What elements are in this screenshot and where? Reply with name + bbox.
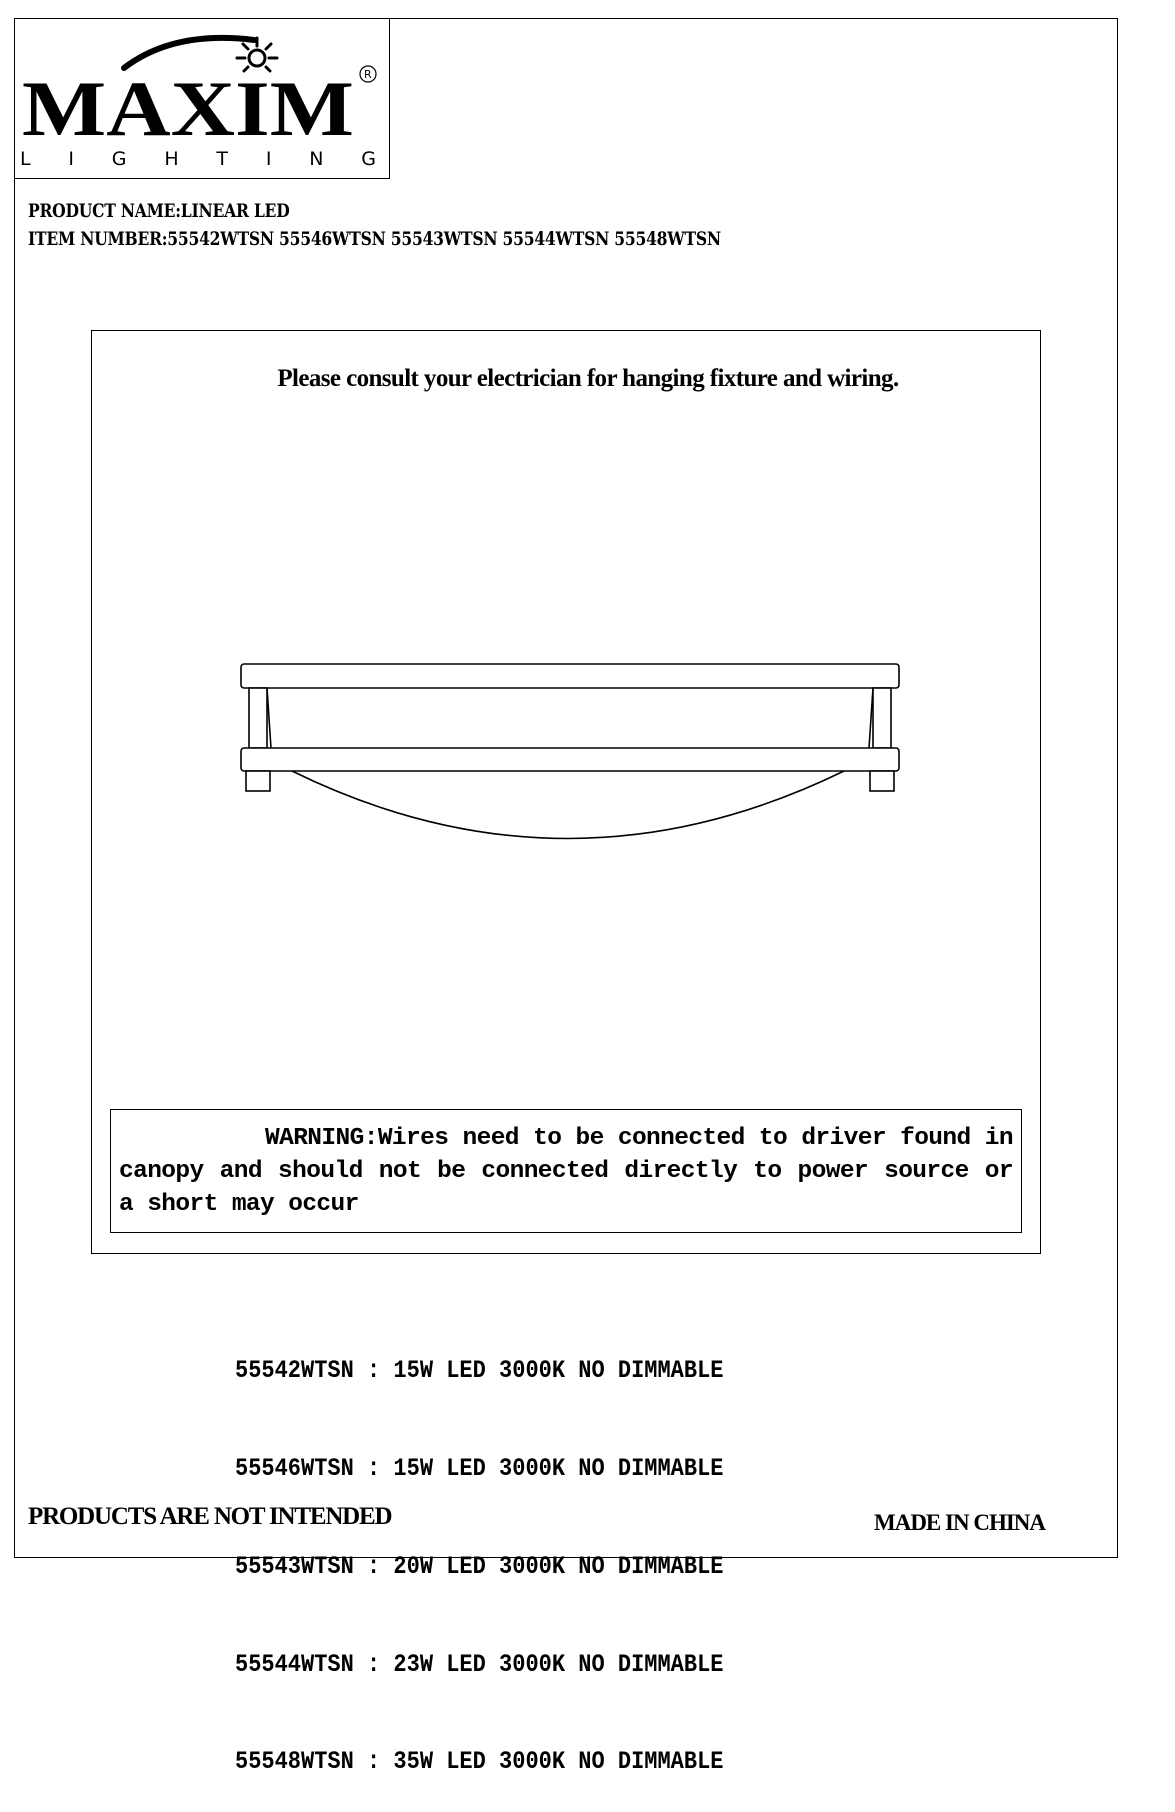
fixture-diffuser bbox=[292, 771, 844, 839]
tagline-letter: I bbox=[68, 148, 74, 170]
item-number: ITEM NUMBER:55542WTSN 55546WTSN 55543WTSN 55544WTSN 55548WTSN bbox=[28, 228, 721, 250]
spec-row: 55548WTSN : 35W LED 3000K NO DIMMABLE bbox=[235, 1747, 724, 1777]
lighting-tagline bbox=[20, 148, 376, 170]
product-name: PRODUCT NAME:LINEAR LED bbox=[28, 200, 290, 222]
svg-text:R: R bbox=[364, 68, 372, 81]
fixture-left-foot bbox=[246, 771, 270, 791]
not-intended-notice: PRODUCTS ARE NOT INTENDED bbox=[28, 1503, 392, 1530]
warning-box: WARNING:Wires need to be connected to driver found in canopy and should not be connected directly to power source or a short may occur bbox=[110, 1109, 1022, 1233]
spec-row: 55544WTSN : 23W LED 3000K NO DIMMABLE bbox=[235, 1649, 724, 1679]
brand-wordmark: MAXIM bbox=[22, 65, 354, 152]
spec-row: 55543WTSN : 20W LED 3000K NO DIMMABLE bbox=[235, 1551, 724, 1581]
fixture-bottom-plate bbox=[241, 748, 899, 771]
tagline-letter: L bbox=[20, 148, 31, 170]
electrician-notice: Please consult your electrician for hanging fixture and wiring. bbox=[277, 365, 899, 392]
logo-box bbox=[14, 18, 390, 179]
spec-list bbox=[235, 1290, 723, 1812]
fixture-right-foot bbox=[870, 771, 894, 791]
fixture-right-post bbox=[873, 688, 891, 748]
tagline-letter: G bbox=[111, 148, 127, 170]
made-in-china: MADE IN CHINA bbox=[874, 1510, 1045, 1535]
logo-swoosh bbox=[124, 38, 254, 68]
spec-row: 55546WTSN : 15W LED 3000K NO DIMMABLE bbox=[235, 1453, 724, 1483]
spec-row: 55542WTSN : 15W LED 3000K NO DIMMABLE bbox=[235, 1356, 724, 1386]
fixture-top-plate bbox=[241, 664, 899, 688]
tagline-letter: I bbox=[265, 148, 272, 170]
tagline-letter: H bbox=[164, 148, 179, 170]
tagline-letter: T bbox=[216, 148, 229, 170]
tagline-letter: N bbox=[309, 148, 324, 170]
fixture-left-post bbox=[249, 688, 267, 748]
tagline-letter: G bbox=[361, 148, 376, 170]
